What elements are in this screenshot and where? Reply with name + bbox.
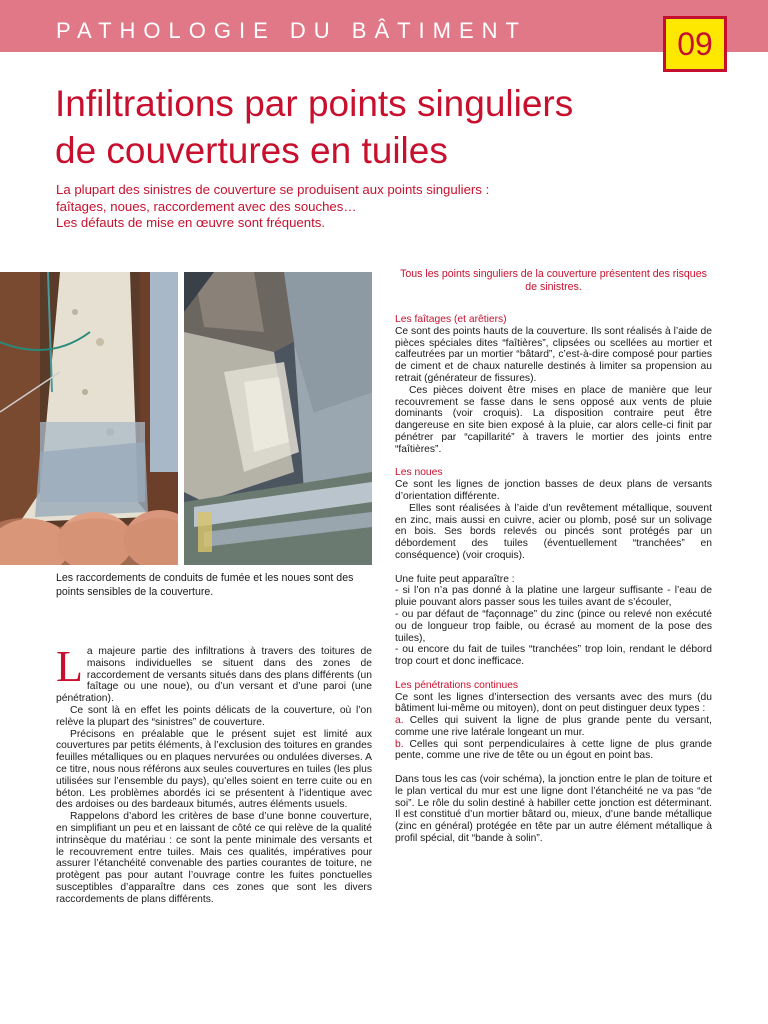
header-banner <box>0 0 768 52</box>
lead-line: Les défauts de mise en œuvre sont fréquents. <box>56 215 326 230</box>
paragraph-text: a majeure partie des infiltrations à travers des toitures de maisons individuelles se situent dans des zones de raccordement de versants situés dans des plans différents (un faîtage ou une noue), ou d’un versant et d’une paroi (une pénétration). <box>56 646 372 705</box>
section-title: PATHOLOGIE DU BÂTIMENT <box>56 18 527 43</box>
paragraph: Ce sont les lignes d’intersection des versants avec des murs (du bâtiment lui-même ou mitoyen), dont on peut distinguer deux types : <box>395 691 712 715</box>
lead-line: faîtages, noues, raccordement avec des souches… <box>56 198 357 214</box>
body-column-left <box>56 642 372 906</box>
list-item <box>395 715 712 739</box>
list-marker: a. <box>395 715 404 727</box>
article-lead <box>56 182 676 232</box>
noues-heading: Les noues <box>395 467 443 479</box>
list-item-text: Celles qui sont perpendiculaires à cette ligne de plus grande pente, comme une rive de tête ou un égout en point bas. <box>395 738 712 762</box>
paragraph: Elles sont réalisées à l’aide d’un revêtement métallique, souvent en zinc, mais aussi en cuivre, acier ou plomb, posé sur un solivage en bois. Ses bords relevés ou pincés sont protégés par un débordement des tuiles (éventuellement “tranchées” en conséquence) (voir croquis). <box>395 502 712 561</box>
paragraph: Ce sont les lignes de jonction basses de deux plans de versants d’orientation différente. <box>395 479 712 502</box>
lead-line: La plupart des sinistres de couverture se produisent aux points singuliers : <box>56 182 490 197</box>
paragraph <box>56 642 372 705</box>
paragraph: Rappelons d’abord les critères de base d’une bonne couverture, en simplifiant un peu et en laissant de côté ce qui relève de la qualité intrinsèque du matériau : ce sont la pente minimale des versants et le recouvrement entre tuiles. Mais ces qualités, impératives pour assurer l’étanchéité convenable des parties courantes de toiture, ne protègent pas pour autant l’ouvrage contre les fuites ponctuelles susceptibles d’apparaître dans ces zones que sont les divers raccordements de plans différents. <box>56 811 372 905</box>
faitages-heading: Les faîtages (et arêtiers) <box>395 314 507 325</box>
article-title-line: de couvertures en tuiles <box>55 130 448 171</box>
paragraph: Ce sont des points hauts de la couverture. Ils sont réalisés à l’aide de pièces spéciales dites “faîtières”, clipsées ou scellées au mortier et calfeutrées par un mortier “bâtard”, c’est-à-dire composé pour parties de ciment et de chaux naturelle destinés à limiter sa propension au retrait (générateur de fissures). <box>395 325 712 384</box>
paragraph: Une fuite peut apparaître : <box>395 573 515 585</box>
paragraph: Précisons en préalable que le présent sujet est limité aux couvertures par petits éléments, à l’exclusion des toitures en grandes feuilles métalliques ou en plaques nervurées ou ondulées diverses. A ce titre, nous nous référons aux seules couvertures en tuiles (les plus utilisées sur l’ensemble du pays), qu’elles soient en terre cuite ou en béton. Les problèmes abordés ici se présentent à l’identique avec des ardoises ou des bardeaux bitumés, autres éléments usuels. <box>56 728 372 811</box>
list-marker: b. <box>395 738 404 750</box>
drop-cap: L <box>56 642 83 691</box>
article-title-line: Infiltrations par points singuliers <box>55 83 574 124</box>
roof-valley-photo <box>184 272 372 565</box>
section-intro: Tous les points singuliers de la couverture présentent des risques de sinistres. <box>400 268 707 293</box>
paragraph: Dans tous les cas (voir schéma), la jonction entre le plan de toiture et le plan vertical du mur est une ligne dont l’étanchéité ne va pas “de soi”. Le rôle du solin destiné à habiller cette jonction est déterminant. Il est constitué d’un mortier bâtard ou, mieux, d’une bande métallique (zinc en général) protégée en tête par un autre élément métallique à profil spécial, dit “bande à solin”. <box>395 774 712 845</box>
list-item: - si l’on n’a pas donné à la platine une largeur suffisante - l’eau de pluie pouvant alors passer sous les tuiles avant de s’écouler, <box>395 585 712 609</box>
article-title <box>55 80 675 174</box>
page-number-badge: 09 <box>663 16 727 72</box>
chimney-flashing-photo <box>0 272 178 565</box>
paragraph: Ce sont là en effet les points délicats de la couverture, où l’on relève la plupart des “sinistres” de couverture. <box>56 704 372 728</box>
list-item-text: Celles qui suivent la ligne de plus grande pente du versant, comme une rive latérale longeant un mur. <box>395 715 712 738</box>
penetrations-heading: Les pénétrations continues <box>395 679 519 691</box>
list-item <box>395 739 712 763</box>
body-column-right <box>395 268 712 845</box>
paragraph: Ces pièces doivent être mises en place de manière que leur recouvrement se fasse dans le sens opposé aux vents de pluie dominants (voir croquis). La disposition contraire peut être dangereuse en site bien exposé à la pluie, car alors celle-ci finit par pénétrer par “capillarité” à travers le mortier des joints entre “faîtières”. <box>395 384 712 455</box>
list-item: - ou encore du fait de tuiles “tranchées” trop loin, rendant le débord trop court et donc inefficace. <box>395 644 712 668</box>
list-item: - ou par défaut de “façonnage” du zinc (pince ou relevé non exécuté ou de longueur trop faible, ou écrasé au moment de la pose des tuiles), <box>395 608 712 644</box>
photo-caption: Les raccordements de conduits de fumée et les noues sont des points sensibles de la couverture. <box>56 572 354 598</box>
